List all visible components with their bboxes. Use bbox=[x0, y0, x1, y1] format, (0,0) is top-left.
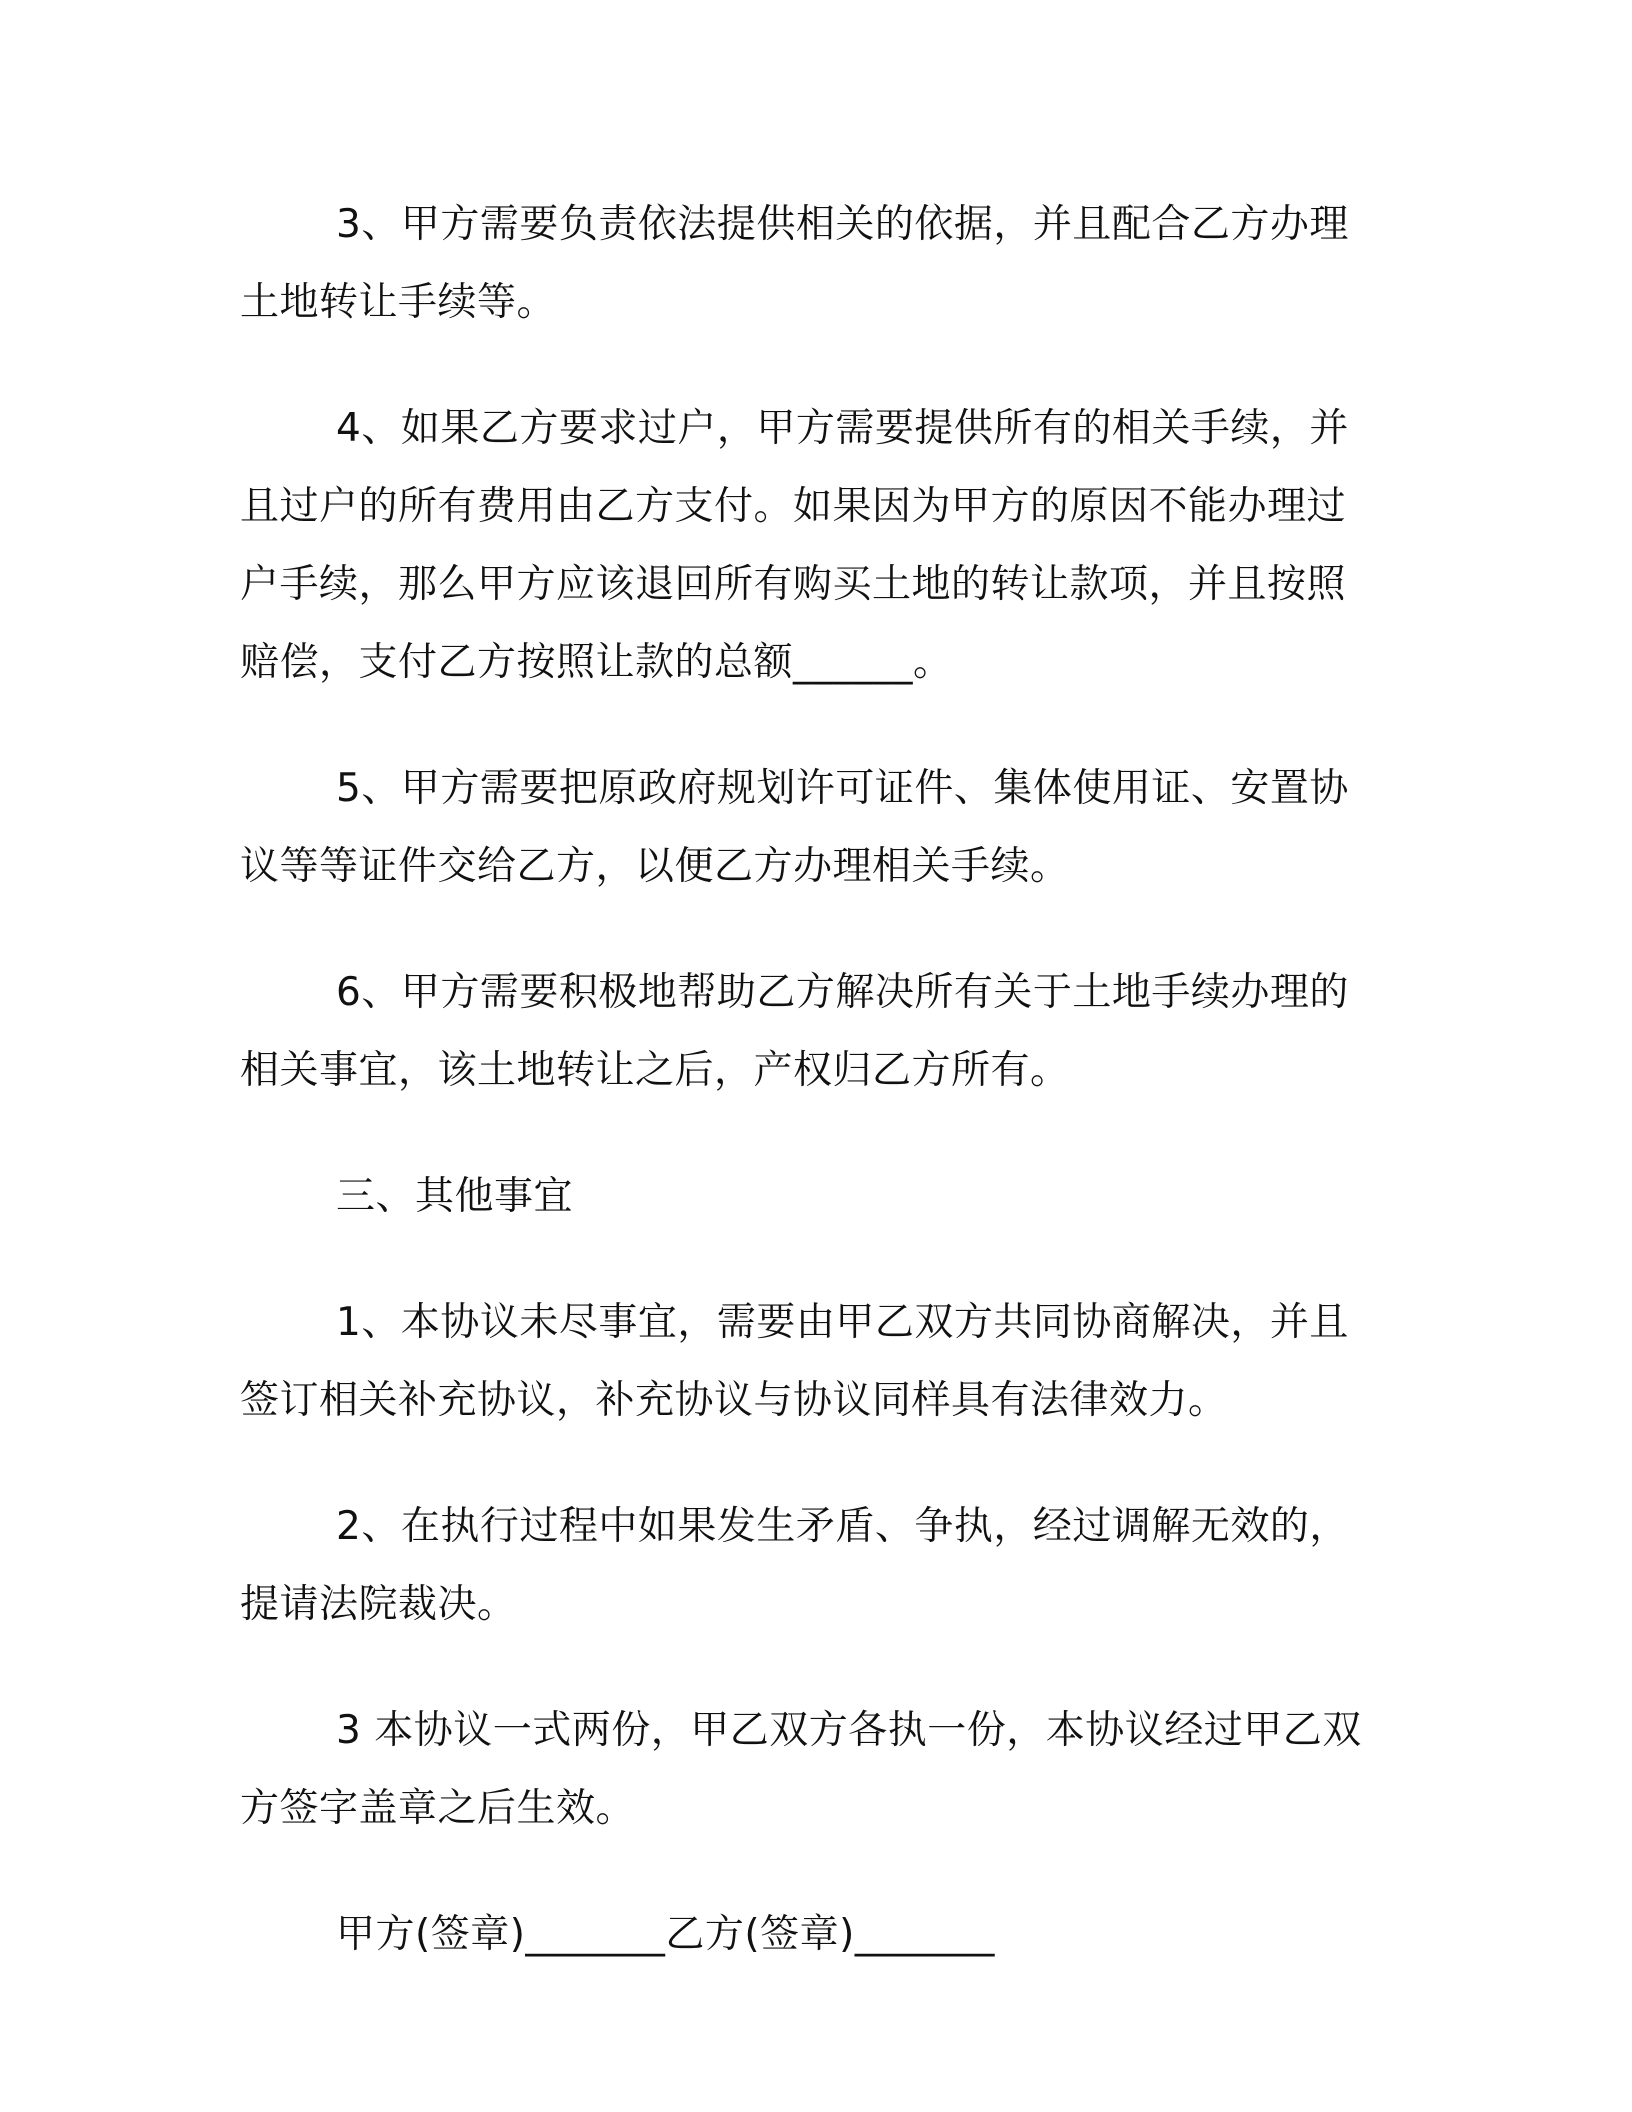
clause-5: 5、甲方需要把原政府规划许可证件、集体使用证、安置协议等等证件交给乙方，以便乙方办理相关手续。 bbox=[240, 766, 1349, 889]
clause-6: 6、甲方需要积极地帮助乙方解决所有关于土地手续办理的相关事宜，该土地转让之后，产权归乙方所有。 bbox=[240, 970, 1349, 1093]
clause-3: 3、甲方需要负责依法提供相关的依据，并且配合乙方办理土地转让手续等。 bbox=[240, 202, 1349, 325]
clause-4: 4、如果乙方要求过户，甲方需要提供所有的相关手续，并且过户的所有费用由乙方支付。如果因为甲方的原因不能办理过户手续，那么甲方应该退回所有购买土地的转让款项，并且按照赔偿，支付乙方按照让款的总额______。 bbox=[240, 406, 1349, 685]
other-clause-3: 3 本协议一式两份，甲乙双方各执一份，本协议经过甲乙双方签字盖章之后生效。 bbox=[240, 1708, 1362, 1831]
other-clause-1: 1、本协议未尽事宜，需要由甲乙双方共同协商解决，并且签订相关补充协议，补充协议与协议同样具有法律效力。 bbox=[240, 1300, 1349, 1423]
document-page bbox=[240, 186, 1370, 1974]
section-heading-other-matters: 三、其他事宜 bbox=[336, 1174, 574, 1219]
signature-line: 甲方(签章)_______乙方(签章)_______ bbox=[336, 1912, 995, 1957]
other-clause-2: 2、在执行过程中如果发生矛盾、争执，经过调解无效的，提请法院裁决。 bbox=[240, 1504, 1349, 1627]
